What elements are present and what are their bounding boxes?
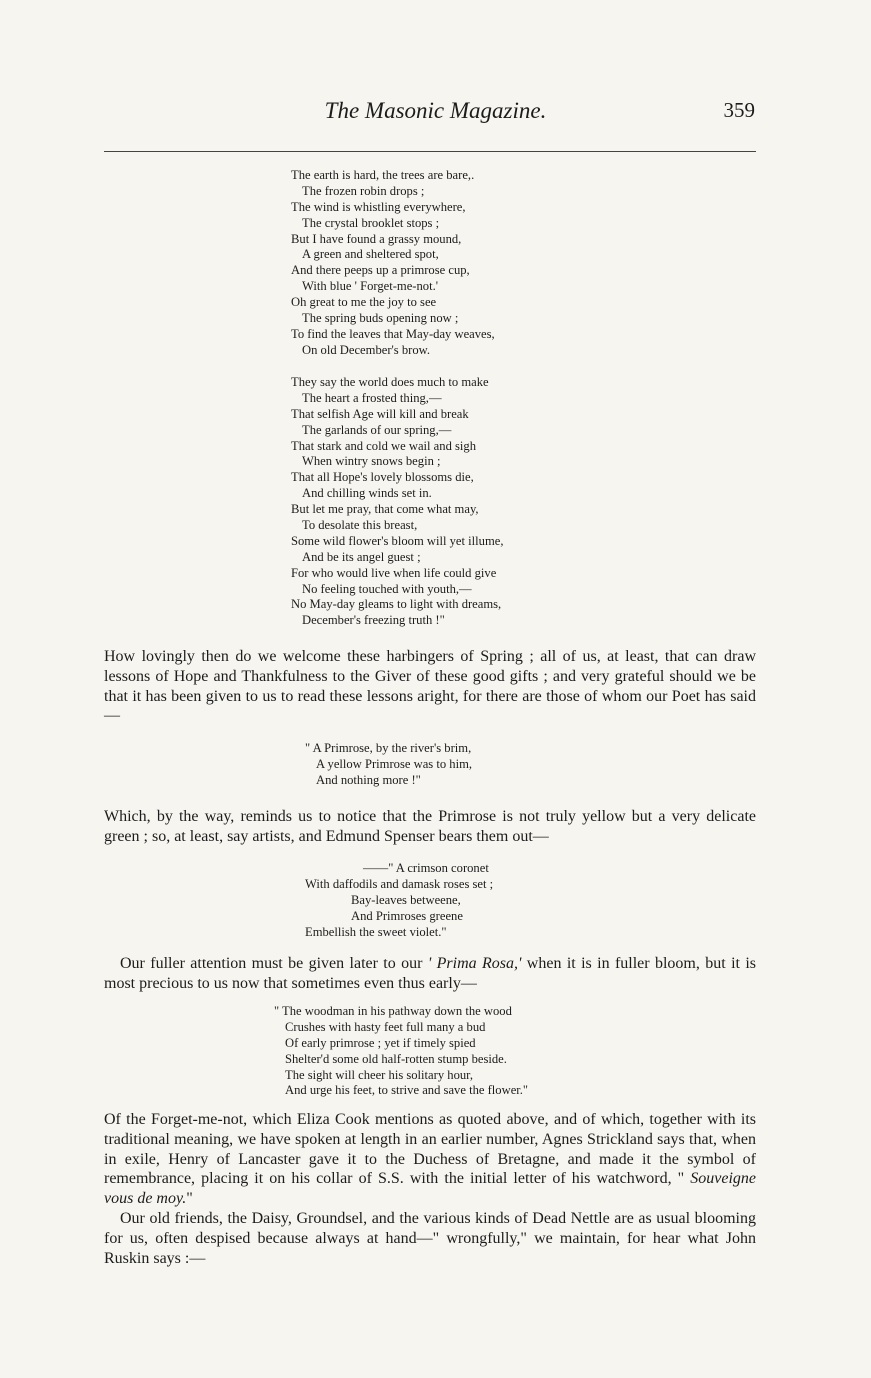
verse-line: Of early primrose ; yet if timely spied xyxy=(285,1035,476,1050)
verse-line: To find the leaves that May-day weaves, xyxy=(291,326,495,341)
verse-line: ——" A crimson coronet xyxy=(363,861,489,875)
verse-line: The sight will cheer his solitary hour, xyxy=(285,1067,474,1082)
paragraph-prima-rosa xyxy=(104,954,756,994)
quote-primrose-river xyxy=(305,741,472,789)
verse-line: No May-day gleams to light with dreams, xyxy=(291,597,502,612)
verse-line: With blue ' Forget-me-not.' xyxy=(302,279,439,294)
paragraph-text xyxy=(104,1110,756,1209)
text-run: Of the Forget-me-not, which Eliza Cook mentions as quoted above, and of which, together with its traditional meaning, we have spoken at length in an earlier number, Agnes Strickland says that, when in exile, Henry of Lancaster gave it to the Duchess of Bretagne, and made it the symbol of remembrance, placing it on his collar of S.S. with the initial letter of his watchword, " xyxy=(104,1111,756,1188)
header-rule xyxy=(104,151,756,152)
quote-woodman xyxy=(274,1004,528,1099)
text-run: Our fuller attention must be given later to our xyxy=(120,955,428,972)
verse-line: " A Primrose, by the river's brim, xyxy=(305,741,472,755)
verse-line: And chilling winds set in. xyxy=(302,486,432,501)
paragraph-text: How lovingly then do we welcome these harbingers of Spring ; all of us, at least, that can draw lessons of Hope and Thankfulness to the Giver of these good gifts ; and very grateful should we be that it has been given to us to read these lessons aright, for there are those of whom our Poet has said— xyxy=(104,648,756,725)
verse-line: Oh great to me the joy to see xyxy=(291,295,437,310)
page-number: 359 xyxy=(723,98,755,122)
verse-line: The frozen robin drops ; xyxy=(302,183,425,198)
paragraph-spenser xyxy=(104,807,756,847)
verse-line: The garlands of our spring,— xyxy=(302,422,452,437)
verse-line: When wintry snows begin ; xyxy=(302,454,441,469)
verse-line: On old December's brow. xyxy=(302,342,431,357)
verse-line: Crushes with hasty feet full many a bud xyxy=(285,1019,486,1034)
text-run: " xyxy=(186,1190,193,1208)
italic-title: ' Prima Rosa,' xyxy=(427,955,522,972)
magazine-title: The Masonic Magazine. xyxy=(324,98,547,123)
verse-line: The crystal brooklet stops ; xyxy=(302,215,440,230)
verse-line: A green and sheltered spot, xyxy=(302,247,439,262)
verse-line: And there peeps up a primrose cup, xyxy=(291,263,470,278)
verse-line: A yellow Primrose was to him, xyxy=(316,756,473,771)
verse-line: To desolate this breast, xyxy=(302,518,418,533)
paragraph-harbingers xyxy=(104,647,756,726)
verse-line: But I have found a grassy mound, xyxy=(291,231,462,246)
paragraph-forget-me-not xyxy=(104,1110,756,1268)
poem-stanza-2 xyxy=(291,375,504,629)
paragraph-text: Which, by the way, reminds us to notice that the Primrose is not truly yellow but a very delicate green ; so, at least, say artists, and Edmund Spenser bears them out— xyxy=(104,808,756,845)
verse-line: The spring buds opening now ; xyxy=(302,311,459,326)
text-run: when it is in fuller bloom, but it is most precious to us now that sometimes even thus early— xyxy=(104,955,757,992)
verse-line: Bay-leaves betweene, xyxy=(351,892,461,907)
poem-stanza-1 xyxy=(291,168,495,359)
quote-spenser xyxy=(305,861,493,940)
verse-line: That stark and cold we wail and sigh xyxy=(291,438,477,453)
verse-line: " The woodman in his pathway down the wood xyxy=(274,1004,512,1018)
verse-line: The heart a frosted thing,— xyxy=(302,390,442,405)
verse-line: With daffodils and damask roses set ; xyxy=(305,876,494,891)
verse-line: They say the world does much to make xyxy=(291,375,489,389)
verse-line: The wind is whistling everywhere, xyxy=(291,199,466,214)
verse-line: No feeling touched with youth,— xyxy=(302,581,472,596)
verse-line: That selfish Age will kill and break xyxy=(291,406,469,421)
verse-line: And be its angel guest ; xyxy=(302,549,421,564)
verse-line: But let me pray, that come what may, xyxy=(291,502,479,517)
italic-watchword: Souveigne vous de moy. xyxy=(104,1170,756,1208)
verse-line: Shelter'd some old half-rotten stump beside. xyxy=(285,1051,507,1066)
paragraph-text xyxy=(104,954,756,994)
verse-line: And Primroses greene xyxy=(351,908,463,923)
verse-line: For who would live when life could give xyxy=(291,565,497,580)
verse-line: The earth is hard, the trees are bare,. xyxy=(291,168,475,182)
verse-line: And nothing more !" xyxy=(316,772,421,787)
verse-line: And urge his feet, to strive and save the flower." xyxy=(285,1083,529,1098)
paragraph-text: Our old friends, the Daisy, Groundsel, and the various kinds of Dead Nettle are as usual blooming for us, often despised because always at hand—" wrongfully," we maintain, for hear what John Ruskin says :— xyxy=(104,1209,756,1267)
verse-line: Embellish the sweet violet." xyxy=(305,924,447,939)
verse-line: Some wild flower's bloom will yet illume, xyxy=(291,533,504,548)
verse-line: December's freezing truth !" xyxy=(302,613,445,628)
page-header xyxy=(0,98,871,132)
verse-line: That all Hope's lovely blossoms die, xyxy=(291,470,474,485)
